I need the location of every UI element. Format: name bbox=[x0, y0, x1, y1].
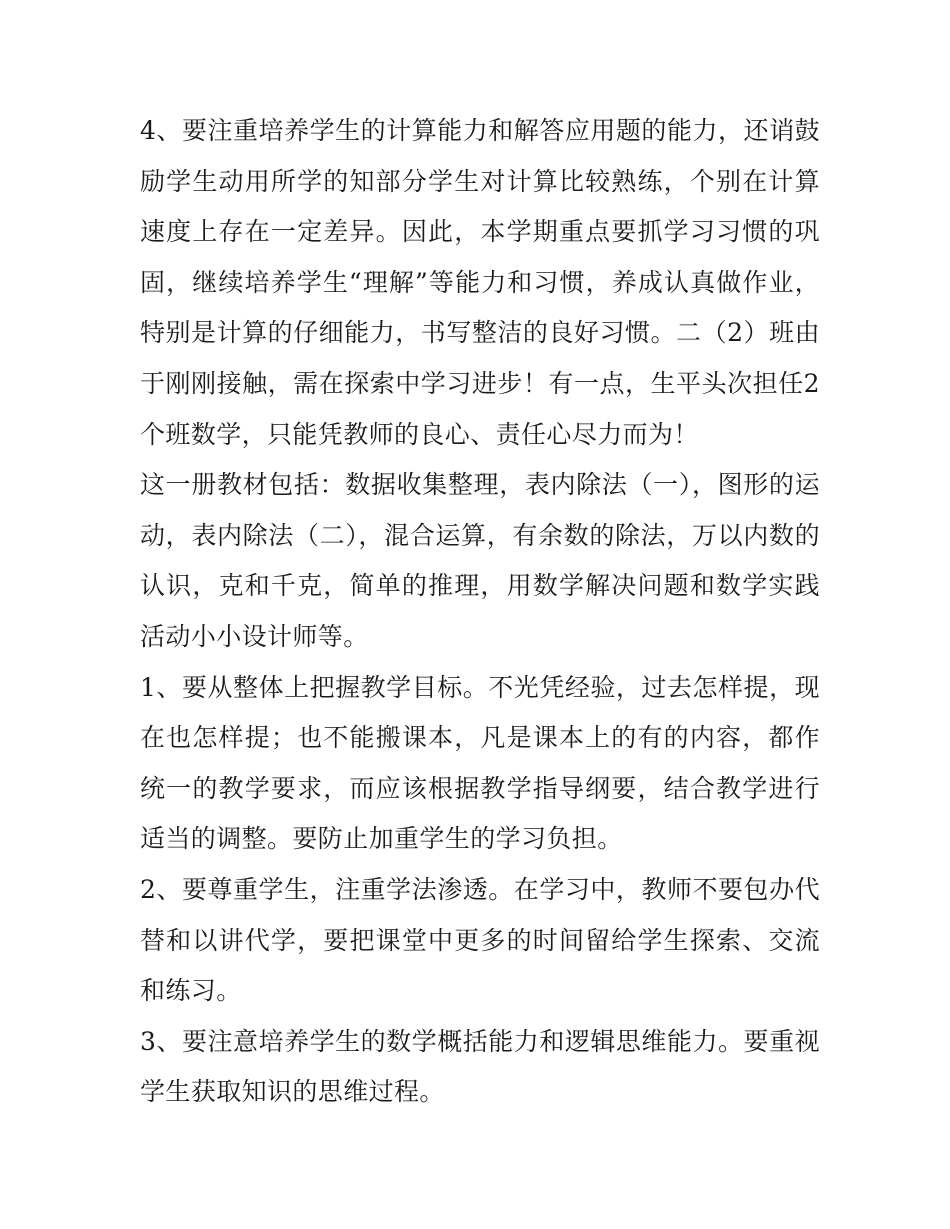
paragraph-logical-thinking: 3、要注意培养学生的数学概括能力和逻辑思维能力。要重视学生获取知识的思维过程。 bbox=[140, 1026, 820, 1107]
document-body bbox=[140, 106, 820, 1118]
paragraph-textbook-contents: 这一册教材包括：数据收集整理，表内除法（一），图形的运动，表内除法（二），混合运算，有余数的除法，万以内数的认识，克和千克，简单的推理，用数学解决问题和数学实践活动小小设计师等。 bbox=[140, 470, 820, 651]
paragraph-respect-students: 2、要尊重学生，注重学法渗透。在学习中，教师不要包办代替和以讲代学，要把课堂中更多的时间留给学生探索、交流和练习。 bbox=[140, 874, 820, 1006]
paragraph-teaching-goals: 1、要从整体上把握教学目标。不光凭经验，过去怎样提，现在也怎样提；也不能搬课本，凡是课本上的有的内容，都作统一的教学要求，而应该根据教学指导纲要，结合教学进行适当的调整。要防止加重学生的学习负担。 bbox=[140, 672, 820, 854]
paragraph-calculation-ability: 4、要注重培养学生的计算能力和解答应用题的能力，还诮鼓励学生动用所学的知部分学生对计算比较熟练，个别在计算速度上存在一定差异。因此，本学期重点要抓学习习惯的巩固，继续培养学生“理解”等能力和习惯，养成认真做作业，特别是计算的仔细能力，书写整洁的良好习惯。二（2）班由于刚刚接触，需在探索中学习进步！有一点，生平头次担任2个班数学，只能凭教师的良心、责任心尽力而为！ bbox=[140, 116, 820, 449]
